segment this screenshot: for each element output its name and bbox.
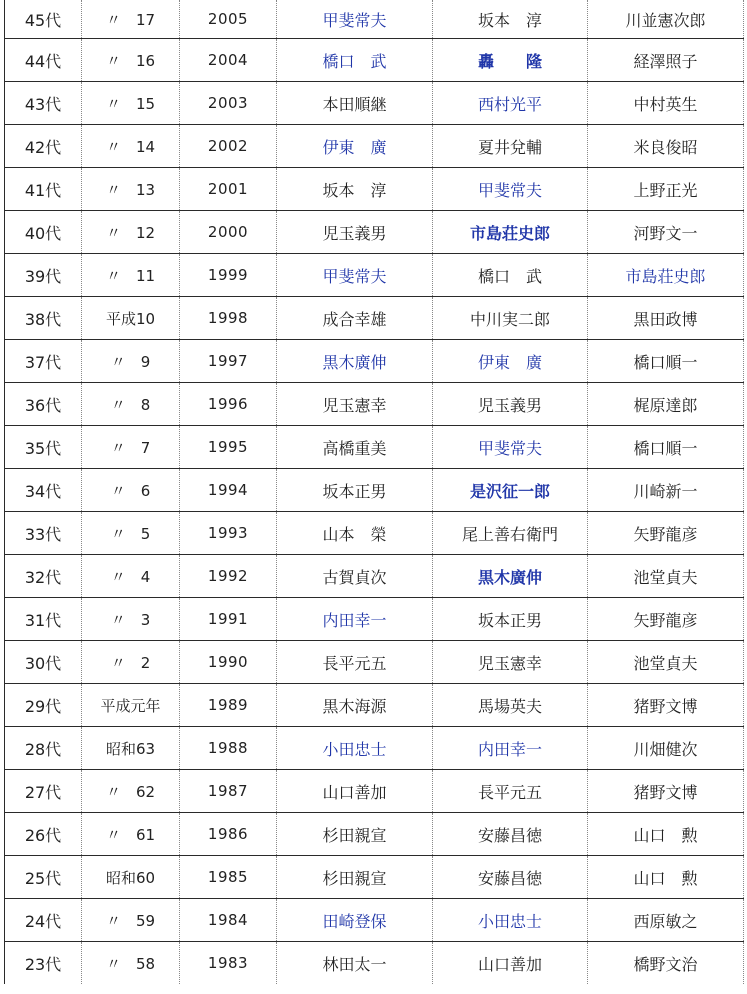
table-row xyxy=(5,297,744,340)
officer-2-cell: 内田幸一 xyxy=(433,727,588,770)
officer-3-cell: 経澤照子 xyxy=(588,39,744,82)
era-year-cell: 〃 14 xyxy=(82,125,180,168)
officer-1-cell: 小田忠士 xyxy=(277,727,433,770)
table-row xyxy=(5,469,744,512)
officer-1-cell: 橋口 武 xyxy=(277,39,433,82)
table-row xyxy=(5,340,744,383)
officer-2-cell: 小田忠士 xyxy=(433,899,588,942)
table-row xyxy=(5,813,744,856)
officer-2-cell: 西村光平 xyxy=(433,82,588,125)
officer-3-cell: 山口 勲 xyxy=(588,813,744,856)
table-body xyxy=(5,0,744,984)
officer-1-cell: 伊東 廣 xyxy=(277,125,433,168)
table-row xyxy=(5,0,744,39)
western-year-cell: 1998 xyxy=(180,297,277,340)
officer-3-cell: 矢野龍彦 xyxy=(588,512,744,555)
officer-1-cell: 黒木廣伸 xyxy=(277,340,433,383)
era-year-cell: 〃 8 xyxy=(82,383,180,426)
western-year-cell: 1999 xyxy=(180,254,277,297)
generation-cell: 34代 xyxy=(5,469,82,512)
western-year-cell: 1997 xyxy=(180,340,277,383)
officer-2-cell: 甲斐常夫 xyxy=(433,426,588,469)
era-year-cell: 昭和60 xyxy=(82,856,180,899)
generation-cell: 26代 xyxy=(5,813,82,856)
era-year-cell: 〃 2 xyxy=(82,641,180,684)
table-row xyxy=(5,426,744,469)
western-year-cell: 1989 xyxy=(180,684,277,727)
officer-3-cell: 黒田政博 xyxy=(588,297,744,340)
officer-1-cell: 黒木海源 xyxy=(277,684,433,727)
generation-cell: 44代 xyxy=(5,39,82,82)
officer-2-cell: 安藤昌徳 xyxy=(433,813,588,856)
officer-2-cell: 馬場英夫 xyxy=(433,684,588,727)
generation-cell: 32代 xyxy=(5,555,82,598)
officer-1-cell: 山口善加 xyxy=(277,770,433,813)
generation-cell: 27代 xyxy=(5,770,82,813)
officer-3-cell: 川畑健次 xyxy=(588,727,744,770)
officer-3-cell: 河野文一 xyxy=(588,211,744,254)
generation-cell: 30代 xyxy=(5,641,82,684)
western-year-cell: 1990 xyxy=(180,641,277,684)
officer-1-cell: 杉田親宣 xyxy=(277,856,433,899)
officer-1-cell: 甲斐常夫 xyxy=(277,0,433,39)
officer-3-cell: 米良俊昭 xyxy=(588,125,744,168)
officer-3-cell: 中村英生 xyxy=(588,82,744,125)
officer-1-cell: 坂本正男 xyxy=(277,469,433,512)
officer-3-cell: 川崎新一 xyxy=(588,469,744,512)
officer-3-cell: 猪野文博 xyxy=(588,770,744,813)
generation-cell: 42代 xyxy=(5,125,82,168)
officer-1-cell: 林田太一 xyxy=(277,942,433,985)
officer-3-cell: 橋口順一 xyxy=(588,426,744,469)
officer-3-cell: 橋口順一 xyxy=(588,340,744,383)
era-year-cell: 〃 12 xyxy=(82,211,180,254)
table-row xyxy=(5,254,744,297)
era-year-cell: 〃 13 xyxy=(82,168,180,211)
generation-cell: 29代 xyxy=(5,684,82,727)
officer-2-cell: 伊東 廣 xyxy=(433,340,588,383)
table-row xyxy=(5,942,744,985)
western-year-cell: 2000 xyxy=(180,211,277,254)
officer-2-cell: 甲斐常夫 xyxy=(433,168,588,211)
officer-3-cell: 西原敏之 xyxy=(588,899,744,942)
western-year-cell: 1995 xyxy=(180,426,277,469)
officer-2-cell: 山口善加 xyxy=(433,942,588,985)
western-year-cell: 2004 xyxy=(180,39,277,82)
officer-2-cell: 児玉憲幸 xyxy=(433,641,588,684)
table-row xyxy=(5,684,744,727)
officer-1-cell: 山本 榮 xyxy=(277,512,433,555)
western-year-cell: 1984 xyxy=(180,899,277,942)
generation-cell: 40代 xyxy=(5,211,82,254)
western-year-cell: 1987 xyxy=(180,770,277,813)
officer-3-cell: 梶原達郎 xyxy=(588,383,744,426)
officer-2-cell: 尾上善右衛門 xyxy=(433,512,588,555)
officers-history-table xyxy=(4,0,744,984)
officer-2-cell: 橋口 武 xyxy=(433,254,588,297)
officer-2-cell: 夏井兌輔 xyxy=(433,125,588,168)
table-row xyxy=(5,39,744,82)
officer-1-cell: 児玉義男 xyxy=(277,211,433,254)
western-year-cell: 1986 xyxy=(180,813,277,856)
officer-1-cell: 坂本 淳 xyxy=(277,168,433,211)
officer-1-cell: 田崎登保 xyxy=(277,899,433,942)
table-row xyxy=(5,899,744,942)
era-year-cell: 〃 16 xyxy=(82,39,180,82)
officer-3-cell: 市島荘史郎 xyxy=(588,254,744,297)
era-year-cell: 〃 5 xyxy=(82,512,180,555)
officer-3-cell: 猪野文博 xyxy=(588,684,744,727)
table-row xyxy=(5,168,744,211)
table-row xyxy=(5,211,744,254)
officer-3-cell: 橋野文治 xyxy=(588,942,744,985)
officer-1-cell: 長平元五 xyxy=(277,641,433,684)
table-row xyxy=(5,383,744,426)
generation-cell: 39代 xyxy=(5,254,82,297)
western-year-cell: 1991 xyxy=(180,598,277,641)
generation-cell: 31代 xyxy=(5,598,82,641)
officer-1-cell: 児玉憲幸 xyxy=(277,383,433,426)
western-year-cell: 1983 xyxy=(180,942,277,985)
western-year-cell: 2002 xyxy=(180,125,277,168)
generation-cell: 38代 xyxy=(5,297,82,340)
western-year-cell: 1996 xyxy=(180,383,277,426)
officer-2-cell: 安藤昌徳 xyxy=(433,856,588,899)
table-row xyxy=(5,770,744,813)
generation-cell: 45代 xyxy=(5,0,82,39)
generation-cell: 33代 xyxy=(5,512,82,555)
officer-2-cell: 長平元五 xyxy=(433,770,588,813)
officer-2-cell: 坂本 淳 xyxy=(433,0,588,39)
table-row xyxy=(5,125,744,168)
officer-2-cell: 児玉義男 xyxy=(433,383,588,426)
generation-cell: 24代 xyxy=(5,899,82,942)
officer-3-cell: 池堂貞夫 xyxy=(588,641,744,684)
officer-1-cell: 本田順継 xyxy=(277,82,433,125)
officer-3-cell: 上野正光 xyxy=(588,168,744,211)
officer-1-cell: 高橋重美 xyxy=(277,426,433,469)
table-row xyxy=(5,555,744,598)
table-row xyxy=(5,856,744,899)
era-year-cell: 〃 15 xyxy=(82,82,180,125)
generation-cell: 41代 xyxy=(5,168,82,211)
era-year-cell: 〃 7 xyxy=(82,426,180,469)
era-year-cell: 〃 9 xyxy=(82,340,180,383)
era-year-cell: 〃 4 xyxy=(82,555,180,598)
era-year-cell: 平成元年 xyxy=(82,684,180,727)
generation-cell: 43代 xyxy=(5,82,82,125)
table-row xyxy=(5,512,744,555)
table-row xyxy=(5,598,744,641)
western-year-cell: 2001 xyxy=(180,168,277,211)
generation-cell: 35代 xyxy=(5,426,82,469)
officer-1-cell: 内田幸一 xyxy=(277,598,433,641)
officer-1-cell: 甲斐常夫 xyxy=(277,254,433,297)
era-year-cell: 〃 61 xyxy=(82,813,180,856)
officer-2-cell: 市島荘史郎 xyxy=(433,211,588,254)
officer-2-cell: 轟 隆 xyxy=(433,39,588,82)
generation-cell: 37代 xyxy=(5,340,82,383)
era-year-cell: 〃 59 xyxy=(82,899,180,942)
western-year-cell: 1994 xyxy=(180,469,277,512)
table-row xyxy=(5,641,744,684)
generation-cell: 25代 xyxy=(5,856,82,899)
generation-cell: 28代 xyxy=(5,727,82,770)
era-year-cell: 〃 3 xyxy=(82,598,180,641)
officer-1-cell: 成合幸雄 xyxy=(277,297,433,340)
officer-3-cell: 山口 勲 xyxy=(588,856,744,899)
table-row xyxy=(5,727,744,770)
officer-1-cell: 古賀貞次 xyxy=(277,555,433,598)
era-year-cell: 〃 17 xyxy=(82,0,180,39)
era-year-cell: 平成10 xyxy=(82,297,180,340)
generation-cell: 36代 xyxy=(5,383,82,426)
era-year-cell: 〃 11 xyxy=(82,254,180,297)
officer-2-cell: 坂本正男 xyxy=(433,598,588,641)
officer-3-cell: 矢野龍彦 xyxy=(588,598,744,641)
officer-2-cell: 中川実二郎 xyxy=(433,297,588,340)
western-year-cell: 2003 xyxy=(180,82,277,125)
officer-1-cell: 杉田親宣 xyxy=(277,813,433,856)
western-year-cell: 1992 xyxy=(180,555,277,598)
era-year-cell: 〃 62 xyxy=(82,770,180,813)
generation-cell: 23代 xyxy=(5,942,82,985)
western-year-cell: 1985 xyxy=(180,856,277,899)
western-year-cell: 1988 xyxy=(180,727,277,770)
officer-3-cell: 池堂貞夫 xyxy=(588,555,744,598)
western-year-cell: 1993 xyxy=(180,512,277,555)
table-row xyxy=(5,82,744,125)
officer-2-cell: 黒木廣伸 xyxy=(433,555,588,598)
western-year-cell: 2005 xyxy=(180,0,277,39)
era-year-cell: 昭和63 xyxy=(82,727,180,770)
officer-3-cell: 川並憲次郎 xyxy=(588,0,744,39)
era-year-cell: 〃 58 xyxy=(82,942,180,985)
era-year-cell: 〃 6 xyxy=(82,469,180,512)
officer-2-cell: 是沢征一郎 xyxy=(433,469,588,512)
